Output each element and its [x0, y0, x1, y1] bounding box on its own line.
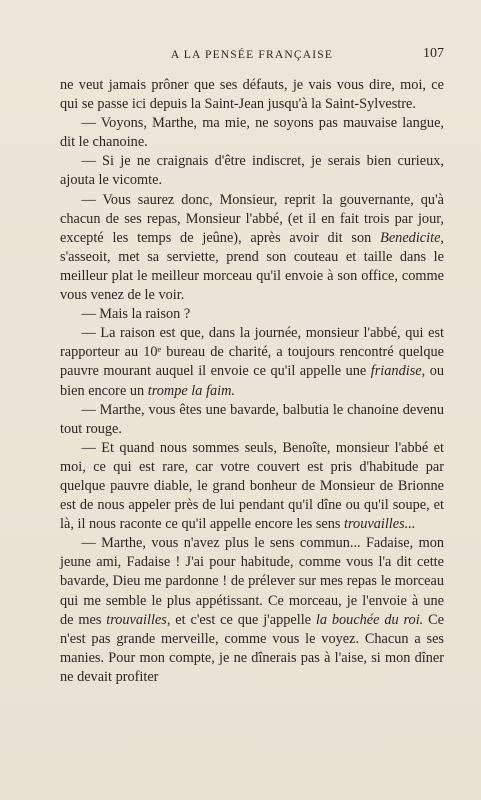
paragraph [60, 76, 444, 114]
text-run: — Si je ne craignais d'être indiscret, je serais bien curieux, ajouta le vicomte. [60, 153, 444, 189]
running-title: A LA PENSÉE FRANÇAISE [170, 49, 334, 61]
paragraph [60, 191, 444, 306]
running-head [60, 46, 444, 66]
text-run: — Mais la raison ? [81, 306, 191, 323]
italic-text: trouvailles... [344, 516, 416, 533]
text-run: Ce n'est pas grande merveille, comme vous le voyez. Chacun a ses manies. Pour mon compte, je ne dînerais pas à l'aise, si mon dîner ne devait profiter [60, 611, 444, 685]
paragraph [60, 324, 444, 400]
text-run: ou bien encore un [60, 363, 444, 399]
paragraph [60, 401, 444, 439]
italic-text: trouvailles, [106, 611, 171, 628]
paragraph [60, 152, 444, 190]
italic-text: trompe la faim. [147, 382, 235, 399]
italic-text: la bouchée du roi. [315, 611, 424, 628]
paragraph [60, 305, 444, 324]
text-run: — Marthe, vous êtes une bavarde, balbutia le chanoine devenu tout rouge. [60, 401, 444, 437]
text-run: et c'est ce que j'appelle [170, 611, 316, 628]
italic-text: friandise, [370, 363, 426, 380]
text-run: ne veut jamais prôner que ses défauts, je vais vous dire, moi, ce qui se passe ici depuis la Saint-Jean jusqu'à la Saint-Sylvestre. [60, 77, 444, 113]
text-run: — Marthe, vous n'avez plus le sens commun... Fadaise, mon jeune ami, Fadaise ! J'ai pour habitude, comme vous l'a dit cette bavarde, Dieu me pardonne ! de prélever sur mes repas le morceau qui me semble le plus appétissant. Ce morceau, je l'envoie à une de mes [60, 535, 444, 628]
body-text [60, 76, 444, 687]
paragraph [60, 439, 444, 534]
text-run: — Vous saurez donc, Monsieur, reprit la gouvernante, qu'à chacun de ses repas, Monsieur l'abbé, (et il en fait trois par jour, excepté les temps de jeûne), après avoir dit son [60, 191, 444, 246]
text-run: — Et quand nous sommes seuls, Benoîte, monsieur l'abbé et moi, ce qui est rare, car votre couvert est pris d'habitude par quelque pauvre diable, le grand bonheur de Monsieur de Brionne est de nous appeler près de lui pendant qu'il dîne ou qu'il soupe, et là, il nous raconte ce qu'il appelle encore les sens [60, 439, 444, 533]
paragraph [60, 534, 444, 687]
italic-text: Benedicite, [380, 229, 444, 246]
text-run: s'asseoit, met sa serviette, prend son couteau et taille dans le meilleur plat le meilleur morceau qu'il envoie à son office, comme vous venez de le voir. [60, 248, 444, 304]
text-run: — Voyons, Marthe, ma mie, ne soyons pas mauvaise langue, dit le chanoine. [60, 115, 444, 151]
page-number: 107 [423, 46, 444, 61]
text-run: — La raison est que, dans la journée, monsieur l'abbé, qui est rapporteur au 10ᵉ bureau de charité, a toujours rencontré quelque pauvre mourant auquel il envoie ce qu'il appelle une [60, 325, 444, 380]
paragraph [60, 114, 444, 152]
